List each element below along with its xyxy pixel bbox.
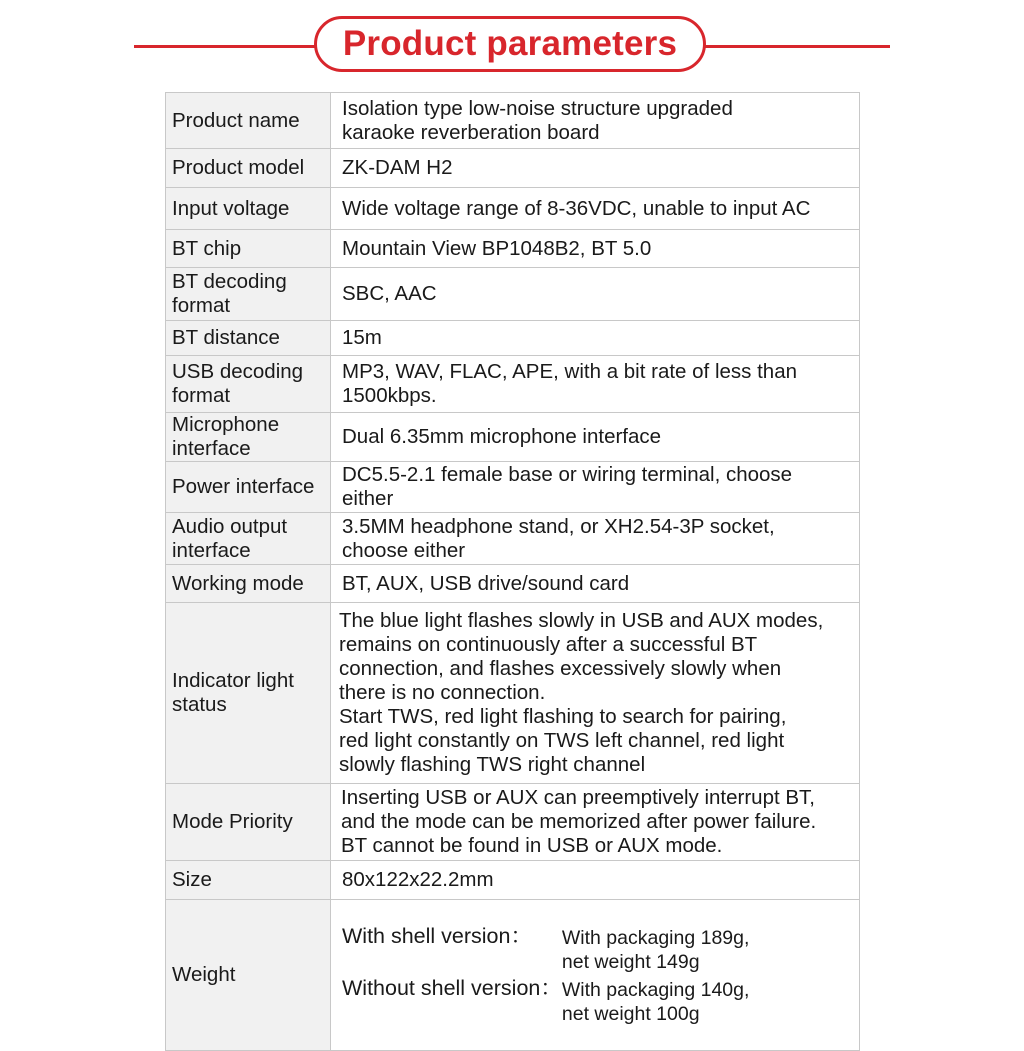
table-row-audio-output-interface — [166, 513, 860, 565]
table-row-working-mode — [166, 565, 860, 603]
table-row-power-interface — [166, 462, 860, 513]
row-label: Microphone interface — [166, 413, 331, 462]
with-shell-value: With packaging 189g, net weight 149g — [561, 927, 750, 973]
table-row-indicator-light-status — [166, 603, 860, 784]
table-row-bt-chip — [166, 230, 860, 268]
row-value — [331, 900, 860, 1051]
row-label: USB decoding format — [166, 356, 331, 413]
row-value: SBC, AAC — [331, 268, 860, 321]
row-label: Product name — [166, 93, 331, 149]
table-row-usb-decoding-format — [166, 356, 860, 413]
page-title: Product parameters — [314, 16, 706, 72]
row-value: ZK-DAM H2 — [331, 149, 860, 188]
row-value: MP3, WAV, FLAC, APE, with a bit rate of less than 1500kbps. — [331, 356, 860, 413]
row-value: Wide voltage range of 8-36VDC, unable to input AC — [331, 188, 860, 230]
row-value: Dual 6.35mm microphone interface — [331, 413, 860, 462]
table-row-microphone-interface — [166, 413, 860, 462]
title-bar — [0, 14, 1024, 78]
row-value: 3.5MM headphone stand, or XH2.54-3P socket, choose either — [331, 513, 860, 565]
row-value: The blue light flashes slowly in USB and AUX modes, remains on continuously after a successful BT connection, and flashes excessively slowly when there is no connection. Start TWS, red light flashing to search for pairing, red light constantly on TWS left channel, red light slowly flashing TWS right channel — [331, 603, 860, 784]
row-value: Inserting USB or AUX can preemptively interrupt BT, and the mode can be memorized after power failure. BT cannot be found in USB or AUX mode. — [331, 784, 860, 861]
row-value: 80x122x22.2mm — [331, 861, 860, 900]
row-label: Product model — [166, 149, 331, 188]
table-row-bt-decoding-format — [166, 268, 860, 321]
title-rule-right — [704, 45, 890, 48]
weight-details — [342, 924, 853, 1026]
row-label: Input voltage — [166, 188, 331, 230]
row-label: Size — [166, 861, 331, 900]
table-row-input-voltage — [166, 188, 860, 230]
row-label: BT decoding format — [166, 268, 331, 321]
row-label: Working mode — [166, 565, 331, 603]
with-shell-label: With shell version： — [342, 924, 532, 948]
without-shell-label: Without shell version： — [342, 976, 562, 1000]
table-row-weight — [166, 900, 860, 1051]
row-value: Isolation type low-noise structure upgraded karaoke reverberation board — [331, 93, 860, 149]
table-row-mode-priority — [166, 784, 860, 861]
row-label: Audio output interface — [166, 513, 331, 565]
row-value: DC5.5-2.1 female base or wiring terminal, choose either — [331, 462, 860, 513]
row-label: Indicator light status — [166, 603, 331, 784]
without-shell-value: With packaging 140g, net weight 100g — [561, 979, 750, 1025]
row-label: Power interface — [166, 462, 331, 513]
row-value: BT, AUX, USB drive/sound card — [331, 565, 860, 603]
table-row-product-name — [166, 93, 860, 149]
row-label: BT distance — [166, 321, 331, 356]
row-label: Weight — [166, 900, 331, 1051]
row-value: Mountain View BP1048B2, BT 5.0 — [331, 230, 860, 268]
table-row-size — [166, 861, 860, 900]
table-row-bt-distance — [166, 321, 860, 356]
row-label: BT chip — [166, 230, 331, 268]
parameters-table — [165, 92, 860, 1051]
row-value: 15m — [331, 321, 860, 356]
row-label: Mode Priority — [166, 784, 331, 861]
title-rule-left — [134, 45, 318, 48]
table-row-product-model — [166, 149, 860, 188]
